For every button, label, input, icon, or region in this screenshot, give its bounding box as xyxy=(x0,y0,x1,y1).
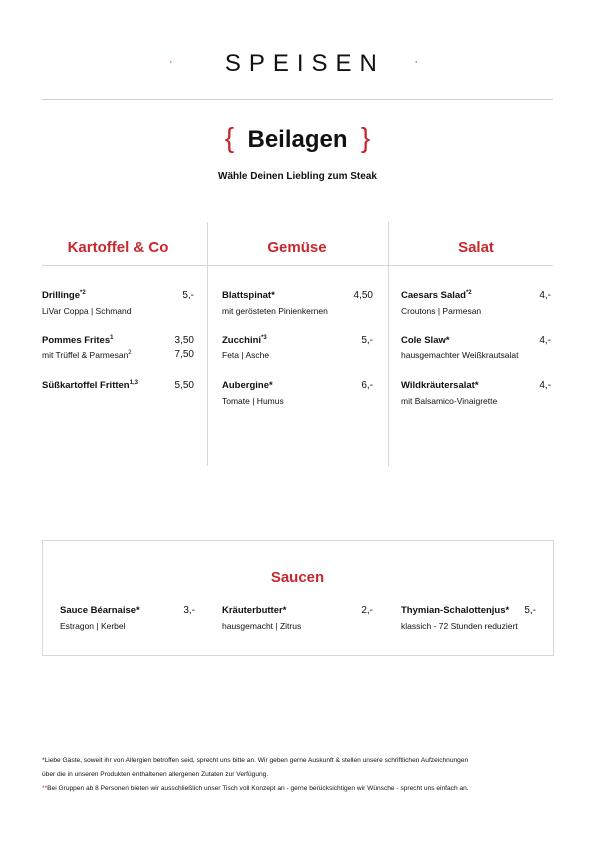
menu-item-description: mit gerösteten Pinienkernen xyxy=(222,306,328,316)
column-title-kartoffel: Kartoffel & Co xyxy=(67,239,169,256)
sauce-item-name: Thymian-Schalottenjus* xyxy=(401,605,510,616)
saucen-title: Saucen xyxy=(270,569,325,586)
menu-item-name: Pommes Frites$^1$ xyxy=(42,335,114,347)
menu-item-price-variant: 7,50 xyxy=(174,349,194,360)
menu-item-price: 4,- xyxy=(539,335,551,346)
sauce-item-price: 5,- xyxy=(524,605,536,616)
saucen-box xyxy=(42,540,554,656)
footnote-allergy: *Liebe Gäste, soweit ihr von Allergien betroffen seid, sprecht uns bitte an. Wir geben gerne Auskunft & stellen unsere schriftlichen Aufzeichnungen über die in unseren Produkten enthaltenen allergenen Zutaten zur Verfügung. **Bei Gruppen ab 8 Personen bieten wir ausschließlich unser Tisch voll Konzept an - gerne berücksichtigen wir Wünsche - sprecht uns einfach an. xyxy=(42,757,469,792)
menu-item-name: Aubergine* xyxy=(222,380,273,392)
menu-item-price: 3,50 xyxy=(174,335,194,346)
sauce-item-price: 3,- xyxy=(183,605,195,616)
menu-item-name: Caesars Salad$^{*2}$ xyxy=(401,290,472,302)
menu-item-price: 6,- xyxy=(361,380,373,391)
menu-item-description: mit Balsamico-Vinaigrette xyxy=(401,396,498,406)
sauce-item-price: 2,- xyxy=(361,605,373,616)
brace-open: { xyxy=(224,122,235,153)
menu-header xyxy=(0,50,595,78)
column-title-gemuese: Gemüse xyxy=(267,239,327,256)
brace-close: } xyxy=(360,122,371,153)
column-divider-right xyxy=(388,222,389,466)
column-divider-left xyxy=(207,222,208,466)
sauce-item-description: klassich - 72 Stunden reduziert xyxy=(401,621,518,631)
menu-item-description: Feta | Asche xyxy=(222,350,270,360)
menu-item-description: Croutons | Parmesan xyxy=(401,306,482,316)
menu-item-price: 4,50 xyxy=(353,290,373,301)
menu-item-description: hausgemachter Weißkrautsalat xyxy=(401,350,519,360)
menu-item-description: mit Trüffel & Parmesan$^2$ xyxy=(42,350,132,360)
page-title: SPEISEN xyxy=(224,50,385,77)
menu-item-price: 5,50 xyxy=(174,380,194,391)
section-heading xyxy=(0,122,595,154)
section-title: Beilagen xyxy=(247,126,348,153)
section-subtitle: Wähle Deinen Liebling zum Steak xyxy=(218,171,377,182)
menu-item-name: Drillinge$^{*2}$ xyxy=(42,290,86,302)
menu-item-name: Blattspinat* xyxy=(222,290,275,302)
menu-item-price: 4,- xyxy=(539,380,551,391)
menu-item-name: Wildkräutersalat* xyxy=(401,380,479,392)
footnote-double-star: ** xyxy=(42,785,48,792)
sauce-item-name: Kräuterbutter* xyxy=(222,605,287,616)
header-divider xyxy=(42,99,553,100)
menu-item-name: Cole Slaw* xyxy=(401,335,450,347)
sauce-item-description: hausgemacht | Zitrus xyxy=(222,621,302,631)
column-header-divider xyxy=(42,265,553,266)
header-dot-right: · xyxy=(414,54,427,68)
menu-item-name: Süßkartoffel Fritten$^{1,3}$ xyxy=(42,380,138,392)
sauce-item-description: Estragon | Kerbel xyxy=(60,621,126,631)
menu-item-name: Zucchini$^{*3}$ xyxy=(222,335,267,347)
footnote-groups: Bei Gruppen ab 8 Personen bieten wir ausschließlich unser Tisch voll Konzept an - gerne berücksichtigen wir Wünsche - sprecht uns einfach an. xyxy=(47,785,469,792)
menu-item-description: LiVar Coppa | Schmand xyxy=(42,306,132,316)
menu-item-price: 5,- xyxy=(361,335,373,346)
sauce-item-name: Sauce Béarnaise* xyxy=(60,605,140,616)
menu-item-price: 4,- xyxy=(539,290,551,301)
header-dot-left: · xyxy=(168,54,181,68)
menu-item-price: 5,- xyxy=(182,290,194,301)
column-title-salat: Salat xyxy=(458,239,494,256)
menu-item-description: Tomate | Humus xyxy=(222,396,284,406)
